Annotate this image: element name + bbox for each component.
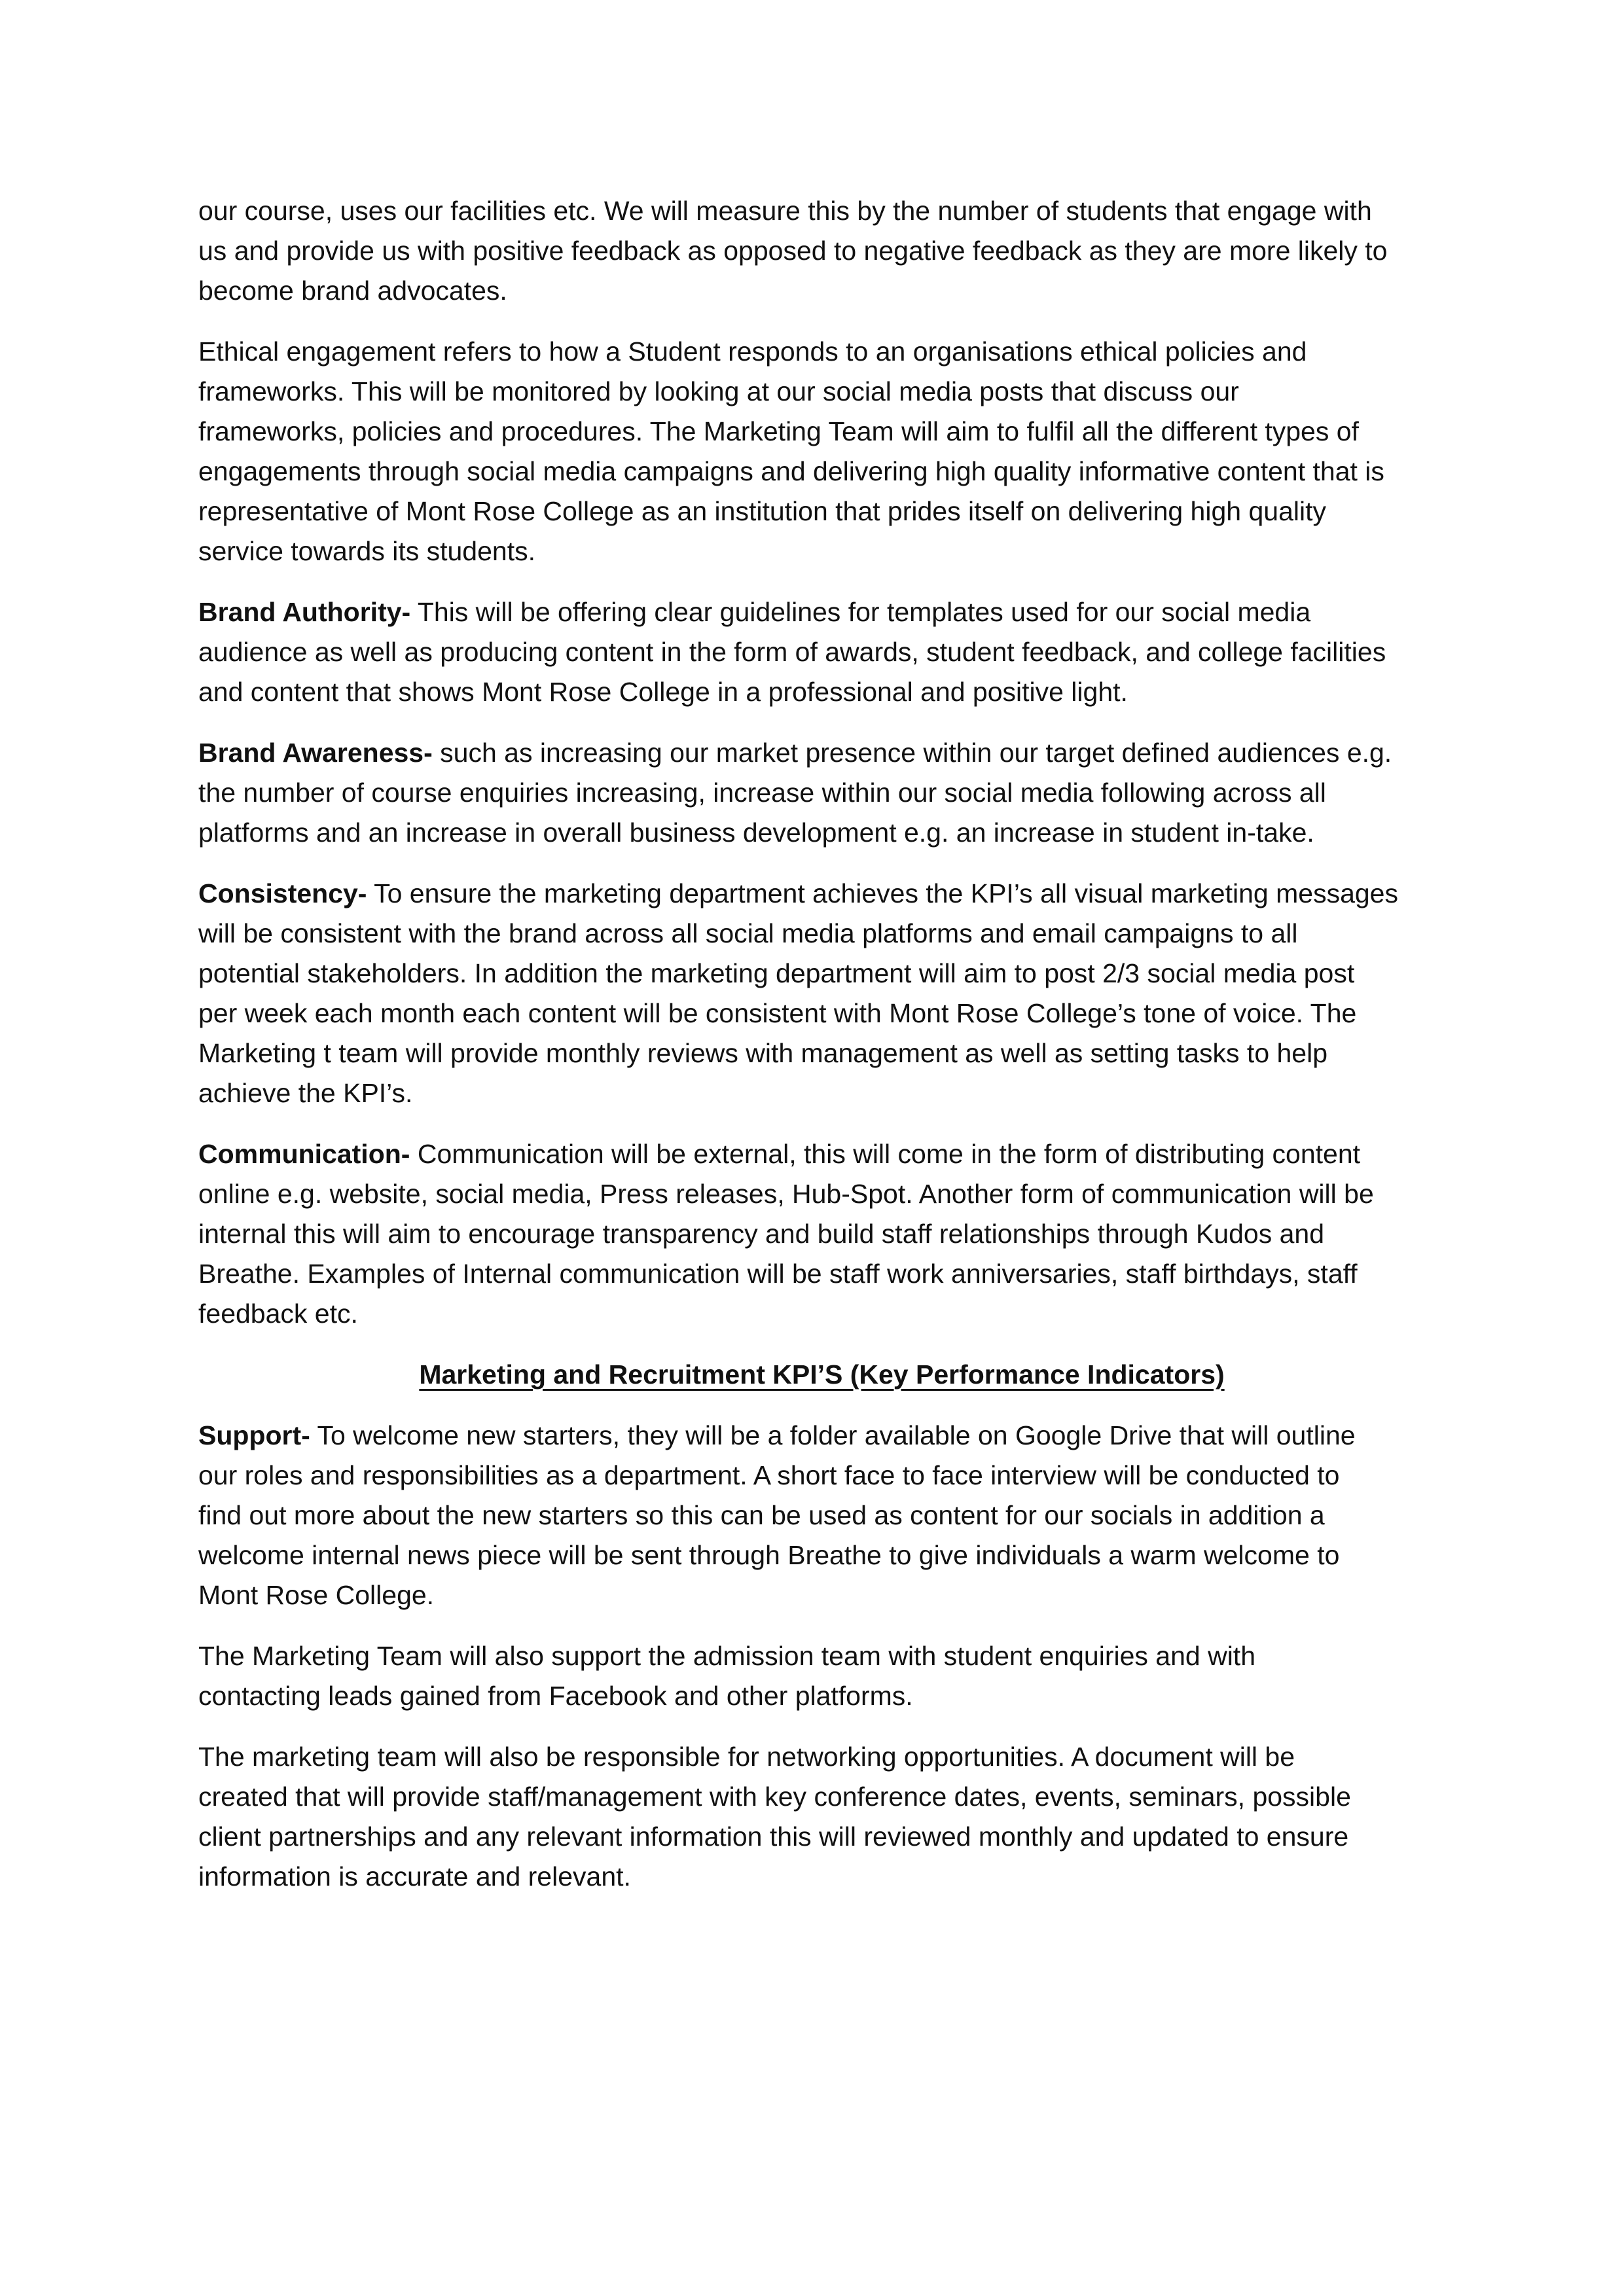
document-page bbox=[198, 191, 1445, 1918]
section-text: such as increasing our market presence within our target defined audiences e.g. the number of course enquiries increasing, increase within our social media following across all platforms and an increase in overall business development e.g. an increase in student in-take. bbox=[198, 738, 1392, 848]
section-text: To welcome new starters, they will be a folder available on Google Drive that will outline our roles and responsibilities as a department. A short face to face interview will be conducted to find out more about the new starters so this can be used as content for our socials in addition a welcome internal news piece will be sent through Breathe to give individuals a warm welcome to Mont Rose College. bbox=[198, 1420, 1356, 1610]
paragraph-ethical-engagement: Ethical engagement refers to how a Student responds to an organisations ethical policies and frameworks. This will be monitored by looking at our social media posts that discuss our frameworks, policies and procedures. The Marketing Team will aim to fulfil all the different types of engagements through social media campaigns and delivering high quality informative content that is representative of Mont Rose College as an institution that prides itself on delivering high quality service towards its students. bbox=[198, 336, 1384, 566]
section-brand-awareness bbox=[198, 733, 1445, 853]
section-consistency bbox=[198, 874, 1445, 1113]
section-text: Communication will be external, this will come in the form of distributing content online e.g. website, social media, Press releases, Hub-Spot. Another form of communication will be internal this will aim to encourage transparency and build staff relationships through Kudos and Breathe. Examples of Internal communication will be staff work anniversaries, staff birthdays, staff feedback etc. bbox=[198, 1139, 1374, 1329]
section-communication bbox=[198, 1134, 1445, 1334]
paragraph-admissions-support: The Marketing Team will also support the admission team with student enquiries and with contacting leads gained from Facebook and other platforms. bbox=[198, 1641, 1255, 1711]
section-brand-authority bbox=[198, 592, 1445, 712]
paragraph-networking: The marketing team will also be responsible for networking opportunities. A document will be created that will provide staff/management with key conference dates, events, seminars, possible client partnerships and any relevant information this will reviewed monthly and updated to ensure information is accurate and relevant. bbox=[198, 1742, 1351, 1892]
kpi-heading: Marketing and Recruitment KPI’S (Key Performance Indicators) bbox=[419, 1359, 1225, 1390]
section-label: Consistency- bbox=[198, 878, 367, 908]
section-text: To ensure the marketing department achieves the KPI’s all visual marketing messages will be consistent with the brand across all social media platforms and email campaigns to all potential stakeholders. In addition the marketing department will aim to post 2/3 social media post per week each month each content will be consistent with Mont Rose College’s tone of voice. The Marketing t team will provide monthly reviews with management as well as setting tasks to help achieve the KPI’s. bbox=[198, 878, 1398, 1108]
paragraph-student-engagement: our course, uses our facilities etc. We will measure this by the number of students that engage with us and provide us with positive feedback as opposed to negative feedback as they are more likely to become brand advocates. bbox=[198, 196, 1388, 306]
section-label: Support- bbox=[198, 1420, 310, 1450]
section-label: Brand Authority- bbox=[198, 597, 411, 627]
section-label: Communication- bbox=[198, 1139, 410, 1169]
section-label: Brand Awareness- bbox=[198, 738, 433, 768]
section-text: This will be offering clear guidelines for templates used for our social media audience as well as producing content in the form of awards, student feedback, and college facilities and content that shows Mont Rose College in a professional and positive light. bbox=[198, 597, 1386, 707]
section-support bbox=[198, 1416, 1445, 1615]
